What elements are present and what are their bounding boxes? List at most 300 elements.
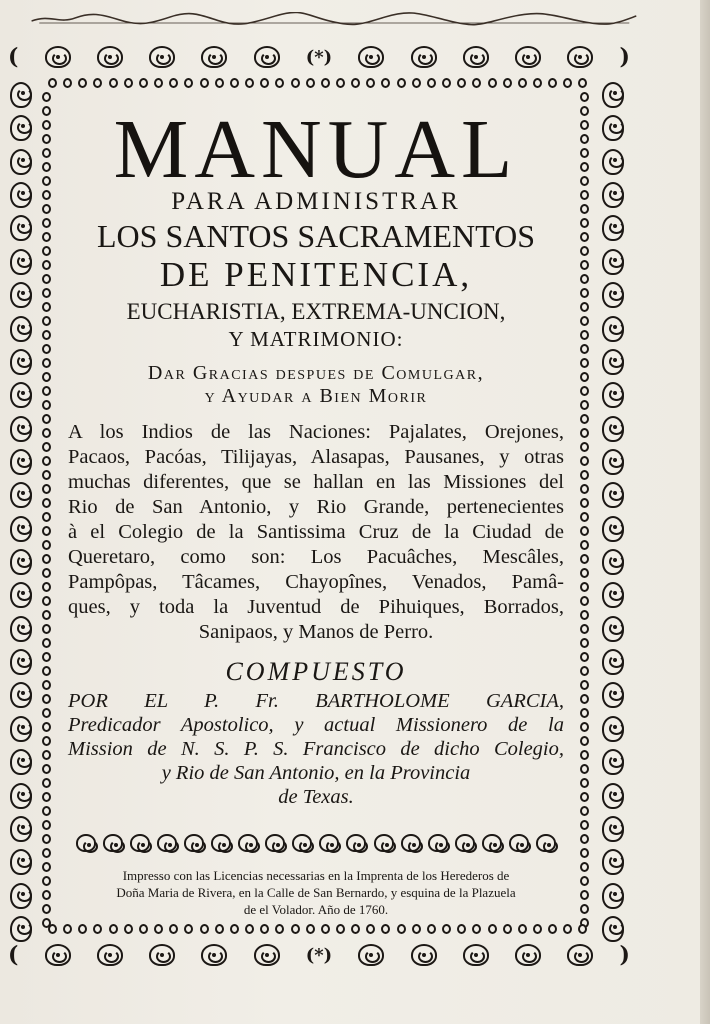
- subtitle-line: PARA ADMINISTRAR: [171, 188, 461, 215]
- small-ornament-icon: [366, 924, 375, 934]
- small-ornament-icon: [42, 218, 51, 228]
- small-ornament-icon: [580, 442, 589, 452]
- body-line: Sanipaos, y Manos de Perro.: [198, 621, 434, 643]
- border-paren-left: (: [8, 44, 19, 70]
- fleuron-icon: [428, 834, 448, 852]
- small-ornament-icon: [42, 638, 51, 648]
- fleuron-icon: [201, 944, 227, 966]
- fleuron-icon: [482, 834, 502, 852]
- fleuron-icon: [292, 834, 312, 852]
- small-ornament-icon: [260, 924, 269, 934]
- fleuron-icon: [602, 582, 624, 608]
- fleuron-icon: [602, 316, 624, 342]
- fleuron-icon: [211, 834, 231, 852]
- fleuron-icon: [602, 883, 624, 909]
- small-ornament-icon: [154, 78, 163, 88]
- fleuron-icon: [10, 516, 32, 542]
- fleuron-icon: [602, 616, 624, 642]
- small-ornament-icon: [351, 924, 360, 934]
- small-ornament-icon: [230, 924, 239, 934]
- small-ornament-icon: [306, 78, 315, 88]
- small-ornament-icon: [321, 78, 330, 88]
- small-ornament-icon: [78, 78, 87, 88]
- small-ornament-icon: [291, 924, 300, 934]
- small-ornament-icon: [42, 232, 51, 242]
- small-ornament-icon: [472, 924, 481, 934]
- small-ornament-icon: [42, 162, 51, 172]
- small-ornament-icon: [580, 456, 589, 466]
- small-ornament-icon: [42, 288, 51, 298]
- small-ornament-icon: [42, 92, 51, 102]
- small-ornament-icon: [169, 924, 178, 934]
- border-left-inner-col: [42, 92, 51, 928]
- small-ornament-icon: [200, 924, 209, 934]
- fleuron-icon: [10, 416, 32, 442]
- small-ornament-icon: [580, 470, 589, 480]
- small-ornament-icon: [42, 540, 51, 550]
- small-ornament-icon: [580, 204, 589, 214]
- small-ornament-icon: [457, 78, 466, 88]
- fleuron-icon: [602, 115, 624, 141]
- small-ornament-icon: [580, 708, 589, 718]
- small-ornament-icon: [42, 302, 51, 312]
- small-ornament-icon: [580, 890, 589, 900]
- small-ornament-icon: [580, 484, 589, 494]
- small-ornament-icon: [42, 400, 51, 410]
- fleuron-icon: [602, 249, 624, 275]
- fleuron-icon: [10, 749, 32, 775]
- small-ornament-icon: [42, 568, 51, 578]
- fleuron-icon: [515, 46, 541, 68]
- small-ornament-icon: [457, 924, 466, 934]
- small-ornament-icon: [78, 924, 87, 934]
- fleuron-icon: [10, 182, 32, 208]
- small-ornament-icon: [580, 414, 589, 424]
- small-ornament-icon: [42, 526, 51, 536]
- fleuron-icon: [602, 149, 624, 175]
- body-line: à el Colegio de la Santissima Cruz de la Ciudad de: [68, 521, 564, 543]
- border-paren-left: (: [8, 942, 19, 968]
- fleuron-icon: [602, 416, 624, 442]
- small-ornament-icon: [580, 778, 589, 788]
- small-ornament-icon: [109, 78, 118, 88]
- small-ornament-icon: [580, 806, 589, 816]
- imprint-line: de el Volador. Año de 1760.: [243, 902, 389, 917]
- fleuron-icon: [10, 249, 32, 275]
- fleuron-icon: [602, 516, 624, 542]
- small-ornament-icon: [427, 78, 436, 88]
- small-ornament-icon: [42, 610, 51, 620]
- fleuron-icon: [602, 716, 624, 742]
- subtitle-line: LOS SANTOS SACRAMENTOS: [96, 218, 536, 254]
- book-title: MANUAL: [113, 103, 519, 196]
- small-ornament-icon: [42, 470, 51, 480]
- border-left-col: [10, 82, 32, 942]
- fleuron-icon: [10, 582, 32, 608]
- small-ornament-icon: [366, 78, 375, 88]
- small-ornament-icon: [580, 750, 589, 760]
- fleuron-icon: [149, 46, 175, 68]
- small-ornament-icon: [42, 834, 51, 844]
- body-line: Rio de San Antonio, y Rio Grande, pertenecientes: [68, 496, 564, 518]
- body-line: Pacaos, Pacóas, Tilijayas, Alasapas, Pausanes, y otras: [68, 446, 564, 468]
- small-ornament-icon: [42, 134, 51, 144]
- fleuron-icon: [602, 849, 624, 875]
- small-ornament-icon: [275, 924, 284, 934]
- fleuron-icon: [602, 649, 624, 675]
- fleuron-icon: [602, 549, 624, 575]
- fleuron-icon: [567, 944, 593, 966]
- small-ornament-icon: [42, 358, 51, 368]
- small-ornament-icon: [412, 78, 421, 88]
- small-ornament-icon: [580, 904, 589, 914]
- fleuron-icon: [455, 834, 475, 852]
- small-ornament-icon: [306, 924, 315, 934]
- small-ornament-icon: [580, 694, 589, 704]
- small-ornament-icon: [169, 78, 178, 88]
- small-ornament-icon: [580, 526, 589, 536]
- small-ornament-icon: [381, 924, 390, 934]
- description-paragraph: [68, 420, 564, 645]
- small-ornament-icon: [336, 78, 345, 88]
- small-ornament-icon: [442, 78, 451, 88]
- small-ornament-icon: [275, 78, 284, 88]
- small-ornament-icon: [580, 820, 589, 830]
- border-top-row: [8, 46, 630, 68]
- author-line: Predicador Apostolico, y actual Missionero de la: [68, 714, 564, 736]
- small-ornament-icon: [336, 924, 345, 934]
- smallcaps-line: y Ayudar a Bien Morir: [204, 385, 428, 407]
- border-star-top: (*): [305, 46, 333, 68]
- small-ornament-icon: [427, 924, 436, 934]
- small-ornament-icon: [548, 78, 557, 88]
- small-ornament-icon: [42, 708, 51, 718]
- small-ornament-icon: [503, 924, 512, 934]
- fleuron-icon: [184, 834, 204, 852]
- small-ornament-icon: [42, 428, 51, 438]
- fleuron-icon: [463, 46, 489, 68]
- fleuron-icon: [346, 834, 366, 852]
- small-ornament-icon: [580, 288, 589, 298]
- fleuron-icon: [602, 215, 624, 241]
- small-ornament-icon: [42, 806, 51, 816]
- small-ornament-icon: [93, 78, 102, 88]
- small-ornament-icon: [580, 862, 589, 872]
- small-ornament-icon: [580, 386, 589, 396]
- fleuron-icon: [149, 944, 175, 966]
- body-line: ques, y toda la Juventud de Pihuiques, Borrados,: [68, 596, 564, 618]
- small-ornament-icon: [291, 78, 300, 88]
- small-ornament-icon: [488, 924, 497, 934]
- small-ornament-icon: [42, 904, 51, 914]
- small-ornament-icon: [580, 652, 589, 662]
- author-line: POR EL P. Fr. BARTHOLOME GARCIA,: [68, 690, 564, 712]
- small-ornament-icon: [42, 246, 51, 256]
- small-ornament-icon: [215, 924, 224, 934]
- small-ornament-icon: [42, 484, 51, 494]
- small-ornament-icon: [580, 246, 589, 256]
- subtitle-line: DE PENITENCIA,: [159, 255, 473, 294]
- imprint-block: [66, 867, 566, 918]
- fleuron-icon: [45, 944, 71, 966]
- small-ornament-icon: [42, 848, 51, 858]
- fleuron-icon: [602, 482, 624, 508]
- fleuron-icon: [411, 46, 437, 68]
- border-star-bottom: (*): [305, 944, 333, 966]
- fleuron-icon: [319, 834, 339, 852]
- fleuron-icon: [10, 282, 32, 308]
- fleuron-icon: [103, 834, 123, 852]
- small-ornament-icon: [42, 120, 51, 130]
- small-ornament-icon: [533, 924, 542, 934]
- small-ornament-icon: [580, 316, 589, 326]
- smallcaps-line: Dar Gracias despues de Comulgar,: [147, 362, 485, 384]
- small-ornament-icon: [578, 78, 587, 88]
- small-ornament-icon: [42, 736, 51, 746]
- small-ornament-icon: [48, 78, 57, 88]
- border-bottom-inner-row: [48, 924, 588, 934]
- page-edge: [700, 0, 710, 1024]
- fleuron-icon: [411, 944, 437, 966]
- small-ornament-icon: [412, 924, 421, 934]
- fleuron-icon: [10, 149, 32, 175]
- small-ornament-icon: [580, 680, 589, 690]
- ornamental-divider: [76, 831, 556, 855]
- fleuron-icon: [602, 382, 624, 408]
- small-ornament-icon: [580, 512, 589, 522]
- subtitle-line: Y MATRIMONIO:: [228, 327, 404, 351]
- small-ornament-icon: [42, 652, 51, 662]
- small-ornament-icon: [580, 582, 589, 592]
- small-ornament-icon: [200, 78, 209, 88]
- fleuron-icon: [10, 382, 32, 408]
- small-ornament-icon: [42, 666, 51, 676]
- small-ornament-icon: [42, 722, 51, 732]
- small-ornament-icon: [580, 638, 589, 648]
- fleuron-icon: [10, 716, 32, 742]
- fleuron-icon: [238, 834, 258, 852]
- small-ornament-icon: [578, 924, 587, 934]
- small-ornament-icon: [42, 750, 51, 760]
- small-ornament-icon: [580, 330, 589, 340]
- fleuron-icon: [602, 816, 624, 842]
- imprint-line: Impresso con las Licencias necessarias en la Imprenta de los Herederos de: [122, 868, 510, 883]
- small-ornament-icon: [42, 554, 51, 564]
- small-ornament-icon: [42, 274, 51, 284]
- body-line: Queretaro, como son: Los Pacuâches, Mescâles,: [68, 546, 564, 568]
- small-ornament-icon: [580, 134, 589, 144]
- fleuron-icon: [10, 316, 32, 342]
- small-ornament-icon: [109, 924, 118, 934]
- small-ornament-icon: [563, 78, 572, 88]
- small-ornament-icon: [518, 78, 527, 88]
- fleuron-icon: [97, 944, 123, 966]
- small-ornament-icon: [580, 736, 589, 746]
- small-ornament-icon: [580, 176, 589, 186]
- fleuron-icon: [10, 682, 32, 708]
- fleuron-icon: [602, 682, 624, 708]
- small-ornament-icon: [63, 924, 72, 934]
- small-ornament-icon: [42, 680, 51, 690]
- small-ornament-icon: [63, 78, 72, 88]
- small-ornament-icon: [580, 106, 589, 116]
- border-bottom-row: [8, 944, 630, 966]
- small-ornament-icon: [93, 924, 102, 934]
- small-ornament-icon: [580, 666, 589, 676]
- fleuron-icon: [10, 649, 32, 675]
- small-ornament-icon: [42, 372, 51, 382]
- small-ornament-icon: [42, 624, 51, 634]
- fleuron-icon: [76, 834, 96, 852]
- small-ornament-icon: [580, 876, 589, 886]
- small-ornament-icon: [580, 120, 589, 130]
- fleuron-icon: [265, 834, 285, 852]
- fleuron-icon: [10, 916, 32, 942]
- small-ornament-icon: [580, 274, 589, 284]
- small-ornament-icon: [42, 792, 51, 802]
- fleuron-icon: [10, 783, 32, 809]
- small-ornament-icon: [42, 764, 51, 774]
- small-ornament-icon: [580, 498, 589, 508]
- small-ornament-icon: [42, 582, 51, 592]
- body-line: A los Indios de las Naciones: Pajalates, Orejones,: [68, 421, 564, 443]
- small-ornament-icon: [397, 78, 406, 88]
- fleuron-icon: [97, 46, 123, 68]
- small-ornament-icon: [381, 78, 390, 88]
- small-ornament-icon: [230, 78, 239, 88]
- small-ornament-icon: [503, 78, 512, 88]
- border-top-inner-row: [48, 78, 588, 88]
- small-ornament-icon: [580, 218, 589, 228]
- fleuron-icon: [401, 834, 421, 852]
- fleuron-icon: [10, 616, 32, 642]
- fleuron-icon: [10, 849, 32, 875]
- small-ornament-icon: [533, 78, 542, 88]
- fleuron-icon: [157, 834, 177, 852]
- author-line: de Texas.: [278, 786, 354, 808]
- fleuron-icon: [602, 182, 624, 208]
- small-ornament-icon: [42, 498, 51, 508]
- small-ornament-icon: [42, 694, 51, 704]
- small-ornament-icon: [184, 78, 193, 88]
- fleuron-icon: [10, 349, 32, 375]
- fleuron-icon: [254, 944, 280, 966]
- small-ornament-icon: [472, 78, 481, 88]
- small-ornament-icon: [580, 148, 589, 158]
- author-block: [68, 689, 564, 809]
- small-ornament-icon: [548, 924, 557, 934]
- small-ornament-icon: [42, 190, 51, 200]
- small-ornament-icon: [580, 834, 589, 844]
- small-ornament-icon: [42, 260, 51, 270]
- small-ornament-icon: [42, 442, 51, 452]
- small-ornament-icon: [580, 568, 589, 578]
- border-paren-right: ): [619, 44, 630, 70]
- fleuron-icon: [10, 549, 32, 575]
- author-line: y Rio de San Antonio, en la Provincia: [161, 762, 471, 784]
- small-ornament-icon: [580, 610, 589, 620]
- small-ornament-icon: [580, 162, 589, 172]
- small-ornament-icon: [580, 358, 589, 368]
- small-ornament-icon: [580, 260, 589, 270]
- small-ornament-icon: [580, 92, 589, 102]
- small-ornament-icon: [42, 596, 51, 606]
- fleuron-icon: [10, 482, 32, 508]
- small-ornament-icon: [580, 428, 589, 438]
- fleuron-icon: [10, 82, 32, 108]
- fleuron-icon: [10, 883, 32, 909]
- small-ornament-icon: [580, 596, 589, 606]
- handwritten-inscription-icon: [29, 12, 641, 26]
- fleuron-icon: [130, 834, 150, 852]
- fleuron-icon: [509, 834, 529, 852]
- small-ornament-icon: [580, 624, 589, 634]
- small-ornament-icon: [42, 106, 51, 116]
- small-ornament-icon: [42, 344, 51, 354]
- fleuron-icon: [358, 944, 384, 966]
- small-ornament-icon: [580, 722, 589, 732]
- small-ornament-icon: [580, 372, 589, 382]
- border-right-col: [602, 82, 624, 942]
- body-line: muchas diferentes, que se hallan en las Missiones del: [68, 471, 564, 493]
- small-ornament-icon: [580, 764, 589, 774]
- small-ornament-icon: [42, 820, 51, 830]
- small-ornament-icon: [245, 78, 254, 88]
- small-ornament-icon: [442, 924, 451, 934]
- small-ornament-icon: [184, 924, 193, 934]
- small-ornament-icon: [580, 344, 589, 354]
- fleuron-icon: [374, 834, 394, 852]
- compuesto-heading: COMPUESTO: [225, 657, 407, 686]
- small-ornament-icon: [42, 414, 51, 424]
- small-ornament-icon: [488, 78, 497, 88]
- small-ornament-icon: [48, 924, 57, 934]
- small-ornament-icon: [580, 848, 589, 858]
- small-ornament-icon: [139, 924, 148, 934]
- fleuron-icon: [254, 46, 280, 68]
- author-line: Mission de N. S. P. S. Francisco de dicho Colegio,: [68, 738, 564, 760]
- small-ornament-icon: [351, 78, 360, 88]
- fleuron-icon: [602, 449, 624, 475]
- body-line: Pampôpas, Tâcames, Chayopînes, Venados, Pamâ-: [68, 571, 564, 593]
- small-ornament-icon: [260, 78, 269, 88]
- small-ornament-icon: [154, 924, 163, 934]
- fleuron-icon: [10, 215, 32, 241]
- small-ornament-icon: [42, 862, 51, 872]
- small-ornament-icon: [42, 876, 51, 886]
- small-ornament-icon: [580, 554, 589, 564]
- small-ornament-icon: [42, 316, 51, 326]
- small-ornament-icon: [42, 512, 51, 522]
- small-ornament-icon: [580, 190, 589, 200]
- small-ornament-icon: [580, 400, 589, 410]
- fleuron-icon: [602, 349, 624, 375]
- border-paren-right: ): [619, 942, 630, 968]
- small-ornament-icon: [580, 232, 589, 242]
- small-ornament-icon: [42, 204, 51, 214]
- small-ornament-icon: [42, 176, 51, 186]
- small-ornament-icon: [580, 540, 589, 550]
- fleuron-icon: [358, 46, 384, 68]
- fleuron-icon: [602, 783, 624, 809]
- small-ornament-icon: [245, 924, 254, 934]
- small-ornament-icon: [42, 148, 51, 158]
- small-ornament-icon: [139, 78, 148, 88]
- fleuron-icon: [602, 82, 624, 108]
- small-ornament-icon: [518, 924, 527, 934]
- fleuron-icon: [45, 46, 71, 68]
- title-content: [62, 100, 570, 918]
